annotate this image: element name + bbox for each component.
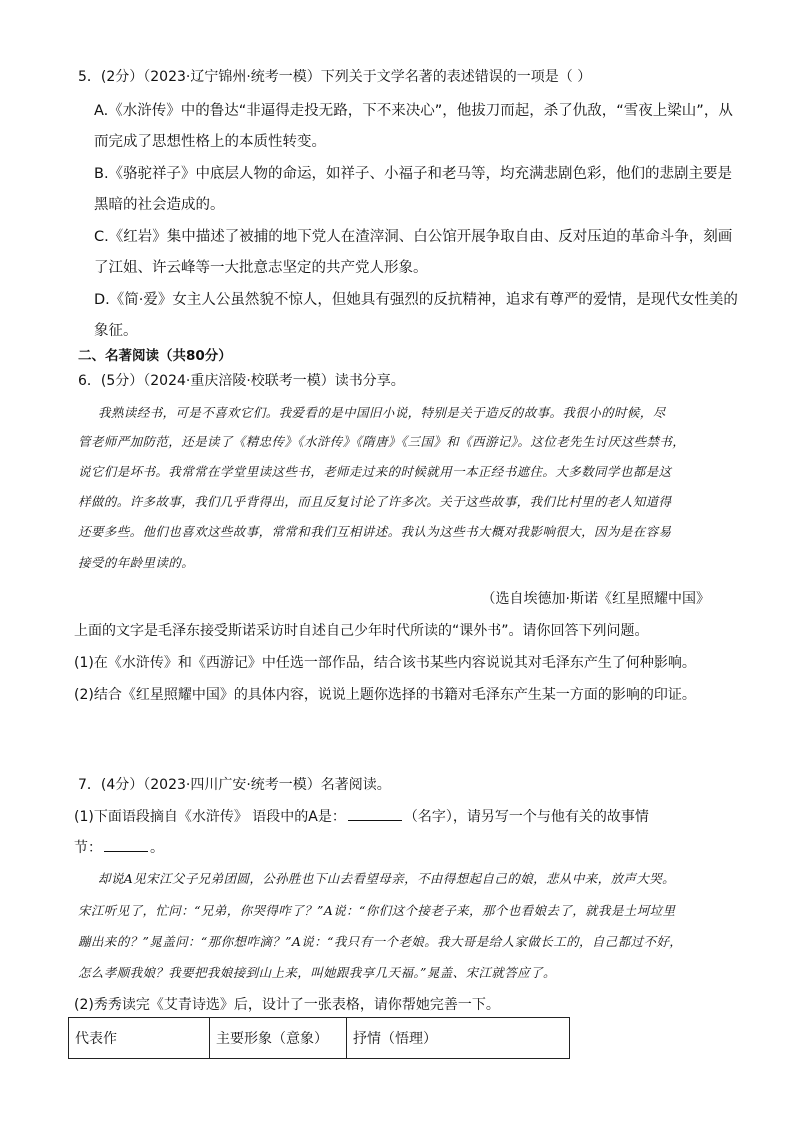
q6-source: （选自埃德加·斯诺《红星照耀中国》 (481, 591, 710, 607)
q6-passage-line: 样做的。许多故事，我们几乎背得出，而且反复讨论了许多次。关于这些故事，我们比村里的老人知道得 (78, 494, 672, 509)
q5-option-a-line2: 而完成了思想性格上的本质性转变。 (94, 134, 326, 150)
table-header-cell: 抒情（悟理） (347, 1018, 570, 1059)
q7-sub1-suffix: （名字），请另写一个与他有关的故事情 (403, 809, 649, 825)
q7-passage-line: 宋江听见了，忙问：“兄弟，你哭得咋了？”A说：“你们这个接老子来，那个也看娘去了，就我是土坷垃里 (78, 903, 676, 918)
q6-subquestion-1: (1)在《水浒传》和《西游记》中任选一部作品，结合该书某些内容说说其对毛泽东产生了何种影响。 (74, 655, 696, 671)
table-header-cell: 主要形象（意象） (210, 1018, 347, 1059)
q6-note: 上面的文字是毛泽东接受斯诺采访时自述自己少年时代所读的“课外书”。请你回答下列问题。 (74, 623, 649, 639)
q7-passage-line: 却说A见宋江父子兄弟团圆，公孙胜也下山去看望母亲，不由得想起自己的娘，悲从中来，放声大哭。 (98, 871, 676, 886)
q7-subquestion-1 (74, 806, 649, 826)
q7-passage-line: 蹦出来的？”晁盖问：“那你想咋滴？”A说：“我只有一个老娘。我大哥是给人家做长工的，自己都过不好， (78, 934, 683, 949)
q7-stem: 7．(4分）（2023·四川广安·统考一模）名著阅读。 (78, 777, 391, 793)
q7-subquestion-1-cont (74, 837, 164, 857)
q5-option-b-line1: B.《骆驼祥子》中底层人物的命运，如祥子、小福子和老马等，均充满悲剧色彩，他们的悲剧主要是 (94, 166, 733, 182)
q6-passage-line: 还要多些。他们也喜欢这些故事，常常和我们互相讲述。我认为这些书大概对我影响很大，因为是在容易 (78, 524, 672, 539)
q6-passage-line: 接受的年龄里读的。 (78, 555, 195, 570)
q6-subquestion-2: (2)结合《红星照耀中国》的具体内容，说说上题你选择的书籍对毛泽东产生某一方面的影响的印证。 (74, 687, 696, 703)
q6-passage-line: 管老师严加防范，还是读了《精忠传》《水浒传》《隋唐》《三国》和《西游记》。这位老先生讨厌这些禁书， (78, 434, 686, 449)
q7-sub1-label: 节： (74, 840, 102, 856)
q5-option-b-line2: 黑暗的社会造成的。 (94, 197, 225, 213)
table-header-row (69, 1018, 570, 1059)
poem-analysis-table (68, 1017, 570, 1059)
q7-sub1-prefix: (1)下面语段摘自《水浒传》 语段中的A是： (74, 809, 346, 825)
q5-option-c-line2: 了江姐、许云峰等一大批意志坚定的共产党人形象。 (94, 260, 428, 276)
q5-option-d-line1: D.《简·爱》女主人公虽然貌不惊人，但她具有强烈的反抗精神，追求有尊严的爱情，是现代女性美的 (94, 292, 738, 308)
q5-option-d-line2: 象征。 (94, 323, 138, 339)
q5-option-c-line1: C.《红岩》集中描述了被捕的地下党人在渣滓洞、白公馆开展争取自由、反对压迫的革命斗争，刻画 (94, 229, 733, 245)
q5-option-a-line1: A.《水浒传》中的鲁达“非逼得走投无路，下不来决心”，他拔刀而起，杀了仇敌，“雪夜上梁山”，从 (94, 103, 733, 119)
q7-subquestion-2: (2)秀秀读完《艾青诗选》后，设计了一张表格，请你帮她完善一下。 (74, 997, 500, 1013)
section-heading: 二、名著阅读（共80分） (78, 348, 232, 364)
q5-stem: 5．(2分）（2023·辽宁锦州·统考一模）下列关于文学名著的表述错误的一项是（ ） (78, 69, 592, 85)
table-header-cell: 代表作 (69, 1018, 210, 1059)
q6-stem: 6．(5分）（2024·重庆涪陵·校联考一模）读书分享。 (78, 373, 405, 389)
name-answer-blank[interactable] (348, 807, 402, 821)
q6-passage-line: 我熟读经书，可是不喜欢它们。我爱看的是中国旧小说，特别是关于造反的故事。我很小的时候，尽 (98, 405, 666, 420)
q7-passage-line: 怎么孝顺我娘？我要把我娘接到山上来，叫她跟我享几天福。”晁盖、宋江就答应了。 (78, 965, 556, 980)
q7-sub1-end: 。 (150, 840, 164, 856)
q6-passage-line: 说它们是坏书。我常常在学堂里读这些书，老师走过来的时候就用一本正经书遮住。大多数同学也都是这 (78, 464, 672, 479)
story-answer-blank[interactable] (104, 838, 148, 852)
